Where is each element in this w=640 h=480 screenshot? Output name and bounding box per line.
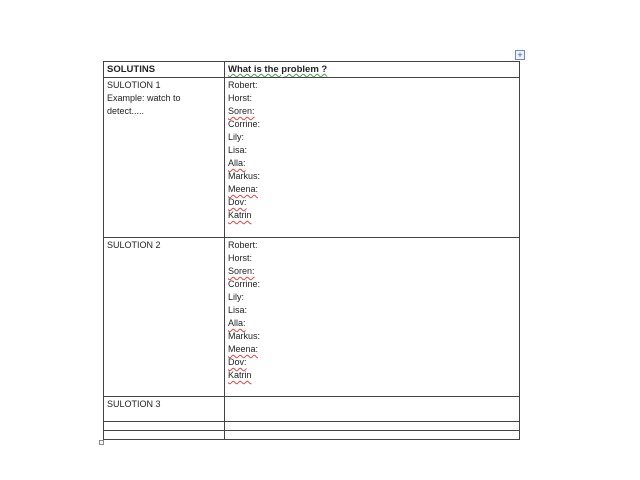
name-corrine: Corrine: xyxy=(228,119,261,129)
solution-1-title: SULOTION 1 xyxy=(107,80,161,90)
name-soren: Soren: xyxy=(228,266,255,276)
table-resize-handle-icon[interactable] xyxy=(99,440,104,445)
header-solutions[interactable]: SOLUTINS xyxy=(104,62,225,78)
solution-2-title: SULOTION 2 xyxy=(107,240,161,250)
table-row-empty xyxy=(104,422,520,431)
table-row xyxy=(104,238,520,397)
name-dov: Dov: xyxy=(228,357,247,367)
solution-1-note: Example: watch to detect..... xyxy=(107,93,181,116)
solution-2-cell[interactable] xyxy=(104,238,225,397)
name-markus: Markus: xyxy=(228,331,261,341)
name-horst: Horst: xyxy=(228,253,253,263)
name-dov: Dov: xyxy=(228,197,247,207)
empty-cell[interactable] xyxy=(104,431,225,440)
table-header-row xyxy=(104,62,520,78)
table-move-handle-icon[interactable]: + xyxy=(515,50,525,60)
name-alla: Alla: xyxy=(228,318,246,328)
table-row-empty xyxy=(104,431,520,440)
header-problem[interactable] xyxy=(225,62,520,78)
name-meena: Meena: xyxy=(228,184,259,194)
name-lisa: Lisa: xyxy=(228,145,248,155)
solution-1-cell[interactable] xyxy=(104,78,225,238)
solution-1-names-cell[interactable] xyxy=(225,78,520,238)
table-row xyxy=(104,78,520,238)
header-problem-text: What is the problem ? xyxy=(228,64,328,75)
solutions-table xyxy=(103,61,520,440)
name-alla: Alla: xyxy=(228,158,246,168)
name-katrin: Katrin xyxy=(228,370,252,380)
name-corrine: Corrine: xyxy=(228,279,261,289)
name-meena: Meena: xyxy=(228,344,259,354)
name-lily: Lily: xyxy=(228,132,245,142)
empty-cell[interactable] xyxy=(225,422,520,431)
name-lily: Lily: xyxy=(228,292,245,302)
solution-3-names-cell[interactable] xyxy=(225,397,520,422)
name-katrin: Katrin xyxy=(228,210,252,220)
name-soren: Soren: xyxy=(228,106,255,116)
name-markus: Markus: xyxy=(228,171,261,181)
table-row xyxy=(104,397,520,422)
solution-3-title: SULOTION 3 xyxy=(107,399,161,409)
name-horst: Horst: xyxy=(228,93,253,103)
name-robert: Robert: xyxy=(228,80,258,90)
empty-cell[interactable] xyxy=(225,431,520,440)
empty-cell[interactable] xyxy=(104,422,225,431)
name-lisa: Lisa: xyxy=(228,305,248,315)
solution-2-names-cell[interactable] xyxy=(225,238,520,397)
solution-3-cell[interactable] xyxy=(104,397,225,422)
name-robert: Robert: xyxy=(228,240,258,250)
